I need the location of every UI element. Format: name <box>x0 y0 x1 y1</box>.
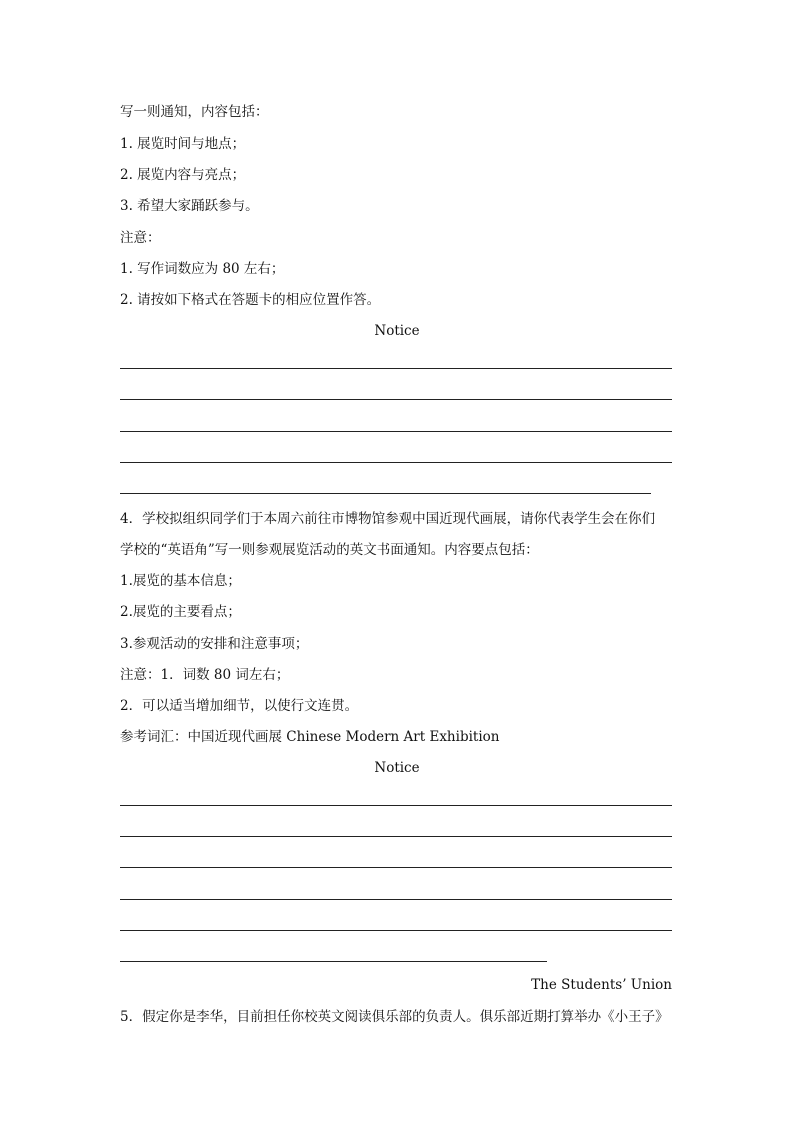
signature: The Students’ Union <box>531 977 672 993</box>
task-intro: 写一则通知，内容包括： <box>120 104 269 120</box>
question-4-text-cont: 学校的“英语角”写一则参观展览活动的英文书面通知。内容要点包括： <box>120 542 539 558</box>
question-4-vocab: 参考词汇：中国近现代画展 Chinese Modern Art Exhibition <box>120 729 500 745</box>
question-4-point-2: 2.展览的主要看点； <box>120 604 241 620</box>
question-4-note-2: 2．可以适当增加细节，以使行文连贯。 <box>120 698 359 714</box>
question-4-note-1: 注意：1．词数 80 词左右； <box>120 667 290 683</box>
question-4-point-3: 3.参观活动的安排和注意事项； <box>120 636 309 652</box>
question-5-text: 5．假定你是李华，目前担任你校英文阅读俱乐部的负责人。俱乐部近期打算举办《小王子》 <box>120 1009 669 1025</box>
answer-line <box>120 493 651 494</box>
task-item-1: 1. 展览时间与地点； <box>120 136 246 152</box>
question-4-text: 4．学校拟组织同学们于本周六前往市博物馆参观中国近现代画展，请你代表学生会在你们 <box>120 511 656 527</box>
answer-line <box>120 805 672 806</box>
answer-line <box>120 867 672 868</box>
note-label: 注意： <box>120 230 161 246</box>
answer-line <box>120 431 672 432</box>
answer-line <box>120 399 672 400</box>
answer-line <box>120 930 672 931</box>
answer-line <box>120 836 672 837</box>
notice-title: Notice <box>374 760 420 776</box>
answer-line <box>120 462 672 463</box>
question-4-point-1: 1.展览的基本信息； <box>120 573 241 589</box>
task-item-2: 2. 展览内容与亮点； <box>120 167 246 183</box>
note-2: 2. 请按如下格式在答题卡的相应位置作答。 <box>120 292 381 308</box>
notice-title: Notice <box>374 323 420 339</box>
answer-line <box>120 961 547 962</box>
answer-line <box>120 899 672 900</box>
answer-line <box>120 368 672 369</box>
note-1: 1. 写作词数应为 80 左右； <box>120 261 285 277</box>
task-item-3: 3. 希望大家踊跃参与。 <box>120 198 259 214</box>
